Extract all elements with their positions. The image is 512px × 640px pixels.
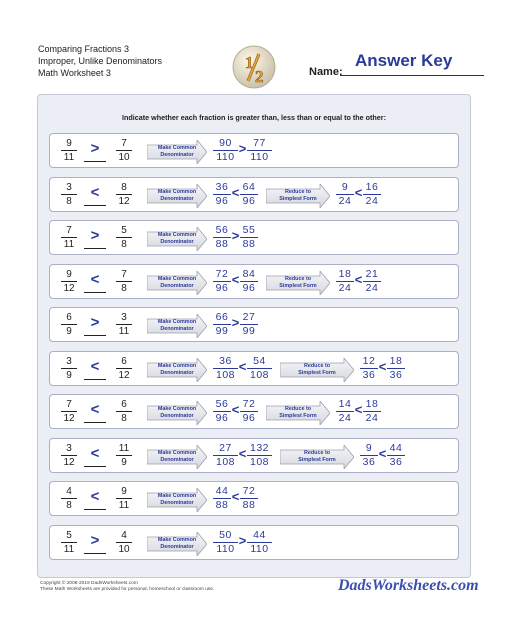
denominator: 8 — [66, 195, 72, 207]
svg-text:2: 2 — [255, 67, 264, 86]
numerator: 7 — [66, 399, 72, 410]
fraction-left — [58, 224, 80, 251]
numerator: 16 — [365, 180, 379, 193]
numerator: 44 — [215, 485, 229, 497]
denominator: 11 — [63, 152, 75, 163]
numerator: 4 — [121, 529, 127, 541]
common-fraction-right — [240, 268, 258, 295]
numerator: 44 — [253, 528, 266, 541]
fraction-left — [58, 398, 80, 425]
arrow-label: Denominator — [160, 152, 194, 158]
fraction-left — [58, 311, 80, 338]
common-fraction-left — [213, 355, 238, 382]
denominator: 96 — [242, 194, 256, 207]
comparison-symbol: < — [231, 184, 240, 200]
denominator: 99 — [215, 325, 229, 337]
denominator: 96 — [215, 194, 229, 207]
usage-note: These Math Worksheets are provided for personal, homeschool or classroom use. — [40, 587, 215, 592]
brand-text: DadsWorksheets.com — [338, 577, 479, 594]
reduced-fraction-right — [363, 181, 381, 208]
comparison-symbol: < — [231, 271, 240, 287]
denominator: 11 — [118, 326, 130, 337]
arrow-label: Simplest Form — [298, 456, 336, 463]
make-common-denominator-arrow — [147, 445, 207, 469]
arrow-label: Reduce to — [284, 188, 312, 195]
denominator: 24 — [365, 412, 379, 424]
denominator: 10 — [118, 543, 130, 555]
instructions: Indicate whether each fraction is greater than, less than or equal to the other: — [122, 113, 386, 122]
denominator: 36 — [389, 455, 403, 468]
subtitle-line: Improper, Unlike Denominators — [38, 56, 163, 66]
denominator: 108 — [249, 455, 270, 468]
numerator: 7 — [121, 138, 127, 149]
numerator: 9 — [341, 180, 349, 193]
make-common-denominator-arrow — [147, 184, 207, 208]
problem-row — [49, 307, 459, 342]
make-common-denominator-arrow — [147, 227, 207, 251]
numerator: 6 — [121, 399, 127, 410]
reduced-fraction-left — [360, 442, 378, 469]
arrow-label: Denominator — [160, 369, 194, 376]
denominator: 96 — [242, 412, 256, 424]
numerator: 12 — [362, 354, 376, 367]
comparison-symbol: < — [354, 184, 363, 200]
numerator: 3 — [66, 442, 72, 454]
denominator: 8 — [66, 500, 72, 511]
numerator: 44 — [389, 441, 403, 454]
reduce-simplest-form-arrow — [266, 271, 330, 295]
denominator: 11 — [63, 239, 75, 250]
denominator: 36 — [362, 368, 376, 381]
numerator: 21 — [365, 267, 379, 280]
problem-list — [49, 133, 459, 568]
reduced-fraction-left — [360, 355, 378, 382]
common-fraction-left — [213, 398, 231, 425]
comparison-symbol: > — [231, 315, 240, 330]
problem-row — [49, 133, 459, 168]
denominator: 12 — [118, 195, 130, 207]
fraction-left — [58, 137, 80, 164]
numerator: 54 — [253, 354, 266, 367]
numerator: 72 — [215, 267, 229, 280]
common-fraction-right — [240, 181, 258, 208]
numerator: 18 — [389, 354, 403, 367]
common-fraction-right — [247, 442, 272, 469]
denominator: 24 — [365, 281, 379, 294]
make-common-denominator-arrow — [147, 358, 207, 382]
numerator: 56 — [215, 224, 229, 236]
arrow-label: Simplest Form — [279, 195, 317, 202]
name-field — [309, 51, 489, 78]
comparison-symbol: > — [231, 228, 240, 243]
fraction-left — [58, 529, 80, 556]
numerator: 36 — [219, 354, 232, 367]
denominator: 9 — [66, 326, 72, 337]
answer-blank-line — [84, 466, 106, 467]
name-label: Name: — [309, 66, 343, 78]
comparison-symbol: > — [238, 141, 247, 156]
answer-blank-line — [84, 379, 106, 380]
make-common-denominator-arrow — [147, 488, 207, 512]
make-common-denominator-arrow — [147, 401, 207, 425]
common-fraction-right — [247, 137, 272, 164]
answer-blank-line — [84, 553, 106, 554]
problem-row — [49, 220, 459, 255]
comparison-answer: < — [90, 270, 100, 288]
denominator: 110 — [216, 542, 235, 555]
numerator: 8 — [121, 181, 127, 193]
denominator: 24 — [338, 194, 352, 207]
make-common-denominator-arrow — [147, 532, 207, 556]
numerator: 7 — [121, 268, 127, 280]
arrow-label: Reduce to — [303, 362, 331, 369]
arrow-label: Denominator — [160, 326, 194, 332]
denominator: 9 — [121, 456, 127, 468]
fraction-right — [113, 355, 135, 382]
numerator: 9 — [66, 268, 72, 280]
numerator: 56 — [215, 398, 229, 410]
denominator: 12 — [118, 369, 130, 381]
reduce-simplest-form-arrow — [266, 184, 330, 208]
arrow-label: Simplest Form — [279, 282, 317, 289]
comparison-answer: < — [90, 357, 100, 375]
comparison-answer: < — [90, 401, 100, 418]
fraction-left — [58, 442, 80, 469]
comparison-answer: > — [90, 227, 100, 244]
name-line — [340, 75, 484, 76]
numerator: 50 — [219, 528, 232, 541]
common-fraction-right — [247, 529, 272, 556]
fraction-right — [113, 268, 135, 295]
numerator: 18 — [338, 267, 352, 280]
numerator: 9 — [66, 138, 72, 149]
fraction-left — [58, 181, 80, 208]
numerator: 3 — [121, 312, 127, 323]
reduced-fraction-right — [363, 398, 381, 425]
comparison-symbol: < — [238, 358, 247, 374]
comparison-symbol: < — [231, 489, 240, 504]
numerator: 72 — [242, 485, 256, 497]
fraction-right — [113, 485, 135, 512]
arrow-label: Make Common — [157, 275, 197, 282]
denominator: 96 — [215, 281, 229, 294]
make-common-denominator-arrow — [147, 140, 207, 164]
problem-row — [49, 525, 459, 560]
numerator: 7 — [66, 225, 72, 236]
numerator: 55 — [242, 224, 256, 236]
denominator: 36 — [389, 368, 403, 381]
denominator: 8 — [121, 413, 127, 424]
make-common-denominator-arrow — [147, 271, 207, 295]
numerator: 27 — [219, 441, 232, 454]
denominator: 24 — [365, 194, 379, 207]
comparison-symbol: > — [238, 532, 247, 548]
denominator: 36 — [362, 455, 376, 468]
fraction-left — [58, 485, 80, 512]
answer-blank-line — [84, 161, 106, 162]
numerator: 132 — [249, 441, 270, 454]
answer-blank-line — [84, 335, 106, 336]
denominator: 11 — [63, 543, 75, 555]
problem-row — [49, 438, 459, 473]
common-fraction-right — [240, 311, 258, 338]
comparison-symbol: < — [231, 402, 240, 417]
answer-blank-line — [84, 509, 106, 510]
common-fraction-left — [213, 268, 231, 295]
denominator: 8 — [121, 282, 127, 294]
denominator: 110 — [216, 151, 235, 163]
reduced-fraction-left — [336, 398, 354, 425]
denominator: 108 — [249, 368, 270, 381]
reduced-fraction-left — [336, 268, 354, 295]
copyright-text: Copyright © 2008-2019 DadsWorksheets.com — [40, 581, 138, 586]
comparison-answer: > — [90, 531, 100, 549]
denominator: 96 — [215, 412, 229, 424]
arrow-label: Denominator — [160, 282, 194, 289]
comparison-symbol: < — [354, 402, 363, 417]
dadsworksheets-logo — [338, 577, 479, 595]
comparison-answer: < — [90, 183, 100, 201]
numerator: 36 — [215, 180, 229, 193]
comparison-answer: > — [90, 314, 100, 331]
numerator: 18 — [365, 398, 379, 410]
denominator: 110 — [250, 151, 269, 163]
numerator: 27 — [242, 311, 256, 323]
common-fraction-left — [213, 529, 238, 556]
arrow-label: Denominator — [160, 413, 194, 419]
fraction-right — [113, 181, 135, 208]
fraction-left — [58, 355, 80, 382]
arrow-label: Reduce to — [284, 275, 312, 282]
numerator: 14 — [338, 398, 352, 410]
common-fraction-left — [213, 137, 238, 164]
comparison-symbol: < — [378, 445, 387, 461]
fraction-left — [58, 268, 80, 295]
numerator: 5 — [121, 225, 127, 236]
worksheet-title-block — [38, 43, 162, 79]
numerator: 6 — [66, 312, 72, 323]
numerator: 64 — [242, 180, 256, 193]
denominator: 108 — [215, 368, 236, 381]
arrow-label: Reduce to — [303, 449, 331, 456]
arrow-label: Simplest Form — [298, 369, 336, 376]
reduced-fraction-right — [363, 268, 381, 295]
denominator: 108 — [215, 455, 236, 468]
problem-row — [49, 481, 459, 516]
numerator: 11 — [118, 442, 130, 454]
arrow-label: Denominator — [160, 195, 194, 202]
svg-text:1: 1 — [245, 53, 254, 72]
numerator: 3 — [66, 355, 72, 367]
denominator: 88 — [242, 499, 256, 511]
common-fraction-right — [240, 485, 258, 512]
answer-blank-line — [84, 422, 106, 423]
worksheet-frame — [37, 94, 471, 578]
reduce-simplest-form-arrow — [266, 401, 330, 425]
numerator: 90 — [219, 137, 232, 149]
denominator: 88 — [242, 238, 256, 250]
numerator: 72 — [242, 398, 256, 410]
reduced-fraction-right — [387, 442, 405, 469]
comparison-answer: < — [90, 488, 100, 505]
denominator: 110 — [250, 542, 269, 555]
common-fraction-left — [213, 442, 238, 469]
problem-row — [49, 177, 459, 212]
problem-row — [49, 394, 459, 429]
common-fraction-right — [247, 355, 272, 382]
answer-blank-line — [84, 292, 106, 293]
title-line: Comparing Fractions 3 — [38, 44, 130, 54]
denominator: 12 — [63, 413, 75, 424]
arrow-label: Make Common — [157, 319, 197, 325]
answer-blank-line — [84, 205, 106, 206]
fraction-right — [113, 398, 135, 425]
reduce-simplest-form-arrow — [280, 445, 354, 469]
arrow-label: Denominator — [160, 239, 194, 245]
comparison-answer: < — [90, 444, 100, 462]
arrow-label: Make Common — [157, 232, 197, 238]
worksheet-number-line: Math Worksheet 3 — [38, 68, 111, 78]
denominator: 12 — [63, 282, 75, 294]
answer-blank-line — [84, 248, 106, 249]
fraction-right — [113, 224, 135, 251]
arrow-label: Denominator — [160, 456, 194, 463]
numerator: 5 — [66, 529, 72, 541]
common-fraction-right — [240, 398, 258, 425]
arrow-label: Make Common — [157, 536, 197, 543]
comparison-symbol: < — [378, 358, 387, 374]
reduce-simplest-form-arrow — [280, 358, 354, 382]
denominator: 11 — [118, 500, 130, 511]
denominator: 9 — [66, 369, 72, 381]
arrow-label: Denominator — [160, 543, 194, 550]
arrow-label: Simplest Form — [279, 413, 317, 419]
make-common-denominator-arrow — [147, 314, 207, 338]
one-half-logo-icon — [231, 44, 277, 90]
reduced-fraction-left — [336, 181, 354, 208]
fraction-right — [113, 442, 135, 469]
comparison-answer: > — [90, 140, 100, 157]
arrow-label: Make Common — [157, 362, 197, 369]
arrow-label: Make Common — [157, 406, 197, 412]
common-fraction-right — [240, 224, 258, 251]
denominator: 12 — [63, 456, 75, 468]
denominator: 88 — [215, 499, 229, 511]
comparison-symbol: < — [354, 271, 363, 287]
numerator: 3 — [66, 181, 72, 193]
footer-copyright-block — [40, 581, 214, 593]
problem-row — [49, 351, 459, 386]
denominator: 24 — [338, 281, 352, 294]
common-fraction-left — [213, 485, 231, 512]
fraction-right — [113, 137, 135, 164]
numerator: 77 — [253, 137, 266, 149]
problem-row — [49, 264, 459, 299]
arrow-label: Denominator — [160, 500, 194, 506]
numerator: 9 — [365, 441, 373, 454]
arrow-label: Make Common — [157, 493, 197, 499]
common-fraction-left — [213, 311, 231, 338]
numerator: 6 — [121, 355, 127, 367]
fraction-right — [113, 311, 135, 338]
common-fraction-left — [213, 224, 231, 251]
arrow-label: Make Common — [157, 145, 197, 151]
numerator: 9 — [121, 486, 127, 497]
denominator: 8 — [121, 239, 127, 250]
reduced-fraction-right — [387, 355, 405, 382]
denominator: 10 — [118, 152, 130, 163]
numerator: 84 — [242, 267, 256, 280]
denominator: 24 — [338, 412, 352, 424]
arrow-label: Make Common — [157, 188, 197, 195]
common-fraction-left — [213, 181, 231, 208]
numerator: 66 — [215, 311, 229, 323]
numerator: 4 — [66, 486, 72, 497]
fraction-right — [113, 529, 135, 556]
denominator: 99 — [242, 325, 256, 337]
comparison-symbol: < — [238, 445, 247, 461]
arrow-label: Reduce to — [284, 406, 312, 412]
denominator: 88 — [215, 238, 229, 250]
denominator: 96 — [242, 281, 256, 294]
arrow-label: Make Common — [157, 449, 197, 456]
answer-key-title: Answer Key — [355, 51, 453, 70]
